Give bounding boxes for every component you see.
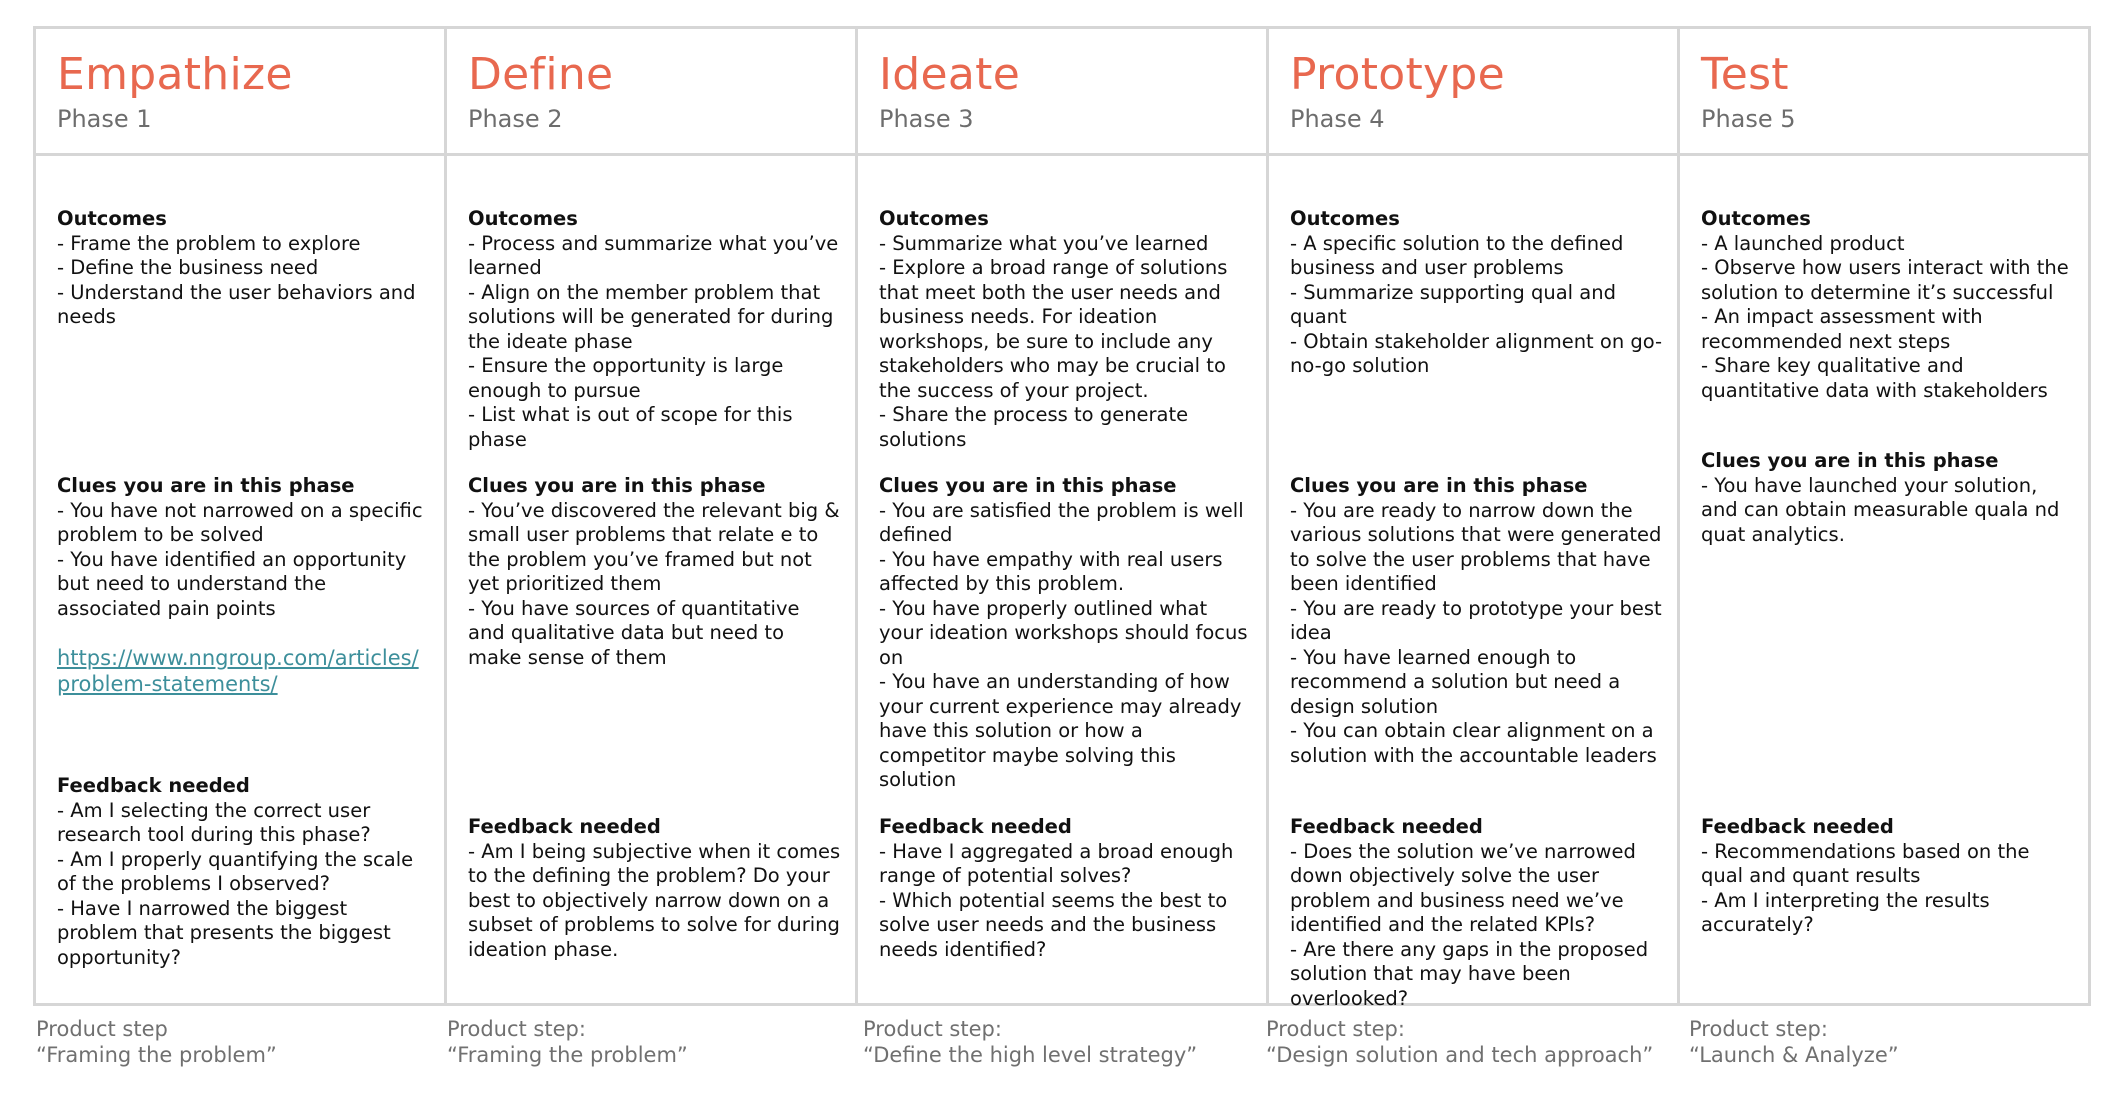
feedback-section <box>879 815 1252 962</box>
clues-section <box>57 474 430 697</box>
outcomes-section <box>1701 207 2074 403</box>
phase-header <box>858 29 1266 156</box>
feedback-section <box>57 774 430 970</box>
product-step-label: Product step <box>36 1017 168 1041</box>
feedback-item: - Have I narrowed the biggest problem that presents the biggest opportunity? <box>57 896 391 969</box>
outcome-item: - Share the process to generate solutions <box>879 403 1189 451</box>
clue-item: - You have an understanding of how your current experience may already have this solution or how a competitor maybe solving this solution <box>879 670 1242 791</box>
outcome-item: - Frame the problem to explore <box>57 231 361 255</box>
feedback-item: - Have I aggregated a broad enough range of potential solves? <box>879 839 1234 887</box>
clues-section <box>1701 449 2074 547</box>
clue-item: - You have launched your solution, and can obtain measurable quala nd quat analytics. <box>1701 473 2060 546</box>
clue-item: - You have identified an opportunity but need to understand the associated pain points <box>57 547 407 620</box>
outcome-item: - Define the business need <box>57 256 319 279</box>
clue-item: - You can obtain clear alignment on a solution with the accountable leaders <box>1290 719 1657 767</box>
phase-number: Phase 4 <box>1290 105 1385 133</box>
product-step-label: Product step: <box>447 1017 586 1041</box>
phase-title: Ideate <box>879 49 1021 100</box>
product-step-test <box>1689 1016 1899 1068</box>
phase-number: Phase 2 <box>468 105 563 133</box>
outcomes-heading: Outcomes <box>57 207 167 230</box>
product-step-value: “Framing the problem” <box>447 1043 688 1067</box>
feedback-item: - Are there any gaps in the proposed solution that may have been overlooked? <box>1290 937 1649 1010</box>
clue-item: - You have properly outlined what your ideation workshops should focus on <box>879 596 1248 669</box>
phase-column-ideate <box>858 29 1269 1003</box>
product-step-label: Product step: <box>863 1017 1002 1041</box>
feedback-section <box>1290 815 1663 1011</box>
phase-number: Phase 5 <box>1701 105 1796 133</box>
clue-item: - You are ready to narrow down the various solutions that were generated to solve the user problems that have been identified <box>1290 498 1662 595</box>
product-step-empathize <box>36 1016 277 1068</box>
clues-heading: Clues you are in this phase <box>879 474 1177 497</box>
feedback-item: - Am I interpreting the results accurately? <box>1701 888 1990 936</box>
product-step-define <box>447 1016 688 1068</box>
problem-statements-link[interactable]: https://www.nngroup.com/articles/problem-statements/ <box>57 646 419 696</box>
outcome-item: - Summarize supporting qual and quant <box>1290 280 1616 328</box>
feedback-item: - Which potential seems the best to solve user needs and the business needs identified? <box>879 888 1228 961</box>
feedback-item: - Am I selecting the correct user research tool during this phase? <box>57 798 371 846</box>
phase-title: Test <box>1701 49 1789 100</box>
clue-item: - You are satisfied the problem is well defined <box>879 498 1244 546</box>
clue-item: - You have learned enough to recommend a solution but need a design solution <box>1290 645 1621 718</box>
clue-item: - You have not narrowed on a specific problem to be solved <box>57 498 423 546</box>
feedback-heading: Feedback needed <box>468 815 661 838</box>
outcomes-heading: Outcomes <box>879 207 989 230</box>
product-step-ideate <box>863 1016 1197 1068</box>
outcome-item: - Share key qualitative and quantitative data with stakeholders <box>1701 354 2048 402</box>
feedback-section <box>1701 815 2074 938</box>
outcome-item: - A specific solution to the defined business and user problems <box>1290 231 1624 279</box>
feedback-item: - Am I properly quantifying the scale of the problems I observed? <box>57 847 414 895</box>
outcome-item: - Ensure the opportunity is large enough to pursue <box>468 354 784 402</box>
phase-number: Phase 1 <box>57 105 152 133</box>
phases-table <box>33 26 2091 1010</box>
outcome-item: - Observe how users interact with the solution to determine it’s successful <box>1701 256 2069 304</box>
outcome-item: - Process and summarize what you’ve learned <box>468 231 839 279</box>
phase-column-empathize <box>36 29 447 1003</box>
phase-header <box>1269 29 1677 156</box>
feedback-item: - Recommendations based on the qual and quant results <box>1701 839 2030 887</box>
feedback-heading: Feedback needed <box>57 774 250 797</box>
outcome-item: - Obtain stakeholder alignment on go-no-go solution <box>1290 329 1663 377</box>
product-step-value: “Launch & Analyze” <box>1689 1043 1899 1067</box>
outcomes-section <box>879 207 1252 452</box>
feedback-item: - Does the solution we’ve narrowed down objectively solve the user problem and business need we’ve identified and the related KPIs? <box>1290 839 1636 936</box>
clue-item: - You are ready to prototype your best idea <box>1290 596 1662 644</box>
phase-column-define <box>447 29 858 1003</box>
product-step-value: “Define the high level strategy” <box>863 1043 1198 1067</box>
clues-section <box>468 474 841 670</box>
feedback-section <box>468 815 841 962</box>
phase-header <box>36 29 444 156</box>
clue-item: - You’ve discovered the relevant big & small user problems that relate e to the problem you’ve framed but not yet prioritized them <box>468 498 840 595</box>
phase-number: Phase 3 <box>879 105 974 133</box>
product-step-value: “Framing the problem” <box>36 1043 277 1067</box>
outcome-item: - Align on the member problem that solutions will be generated for during the ideate phase <box>468 280 834 353</box>
outcome-item: - A launched product <box>1701 231 1905 255</box>
phase-title: Empathize <box>57 49 293 100</box>
outcomes-heading: Outcomes <box>1701 207 1811 230</box>
feedback-heading: Feedback needed <box>1701 815 1894 838</box>
phase-column-prototype <box>1269 29 1680 1010</box>
clue-item: - You have empathy with real users affected by this problem. <box>879 547 1223 595</box>
outcome-item: - An impact assessment with recommended next steps <box>1701 305 1983 353</box>
clues-heading: Clues you are in this phase <box>468 474 766 497</box>
feedback-heading: Feedback needed <box>879 815 1072 838</box>
clues-heading: Clues you are in this phase <box>1290 474 1588 497</box>
outcomes-section <box>468 207 841 452</box>
feedback-item: - Am I being subjective when it comes to the defining the problem? Do your best to objectively narrow down on a subset of problems to solve for during ideation phase. <box>468 839 841 961</box>
outcomes-section <box>1290 207 1663 379</box>
clues-heading: Clues you are in this phase <box>1701 449 1999 472</box>
product-step-label: Product step: <box>1266 1017 1405 1041</box>
phase-header <box>1680 29 2088 156</box>
product-step-value: “Design solution and tech approach” <box>1266 1043 1654 1067</box>
outcome-item: - Explore a broad range of solutions that meet both the user needs and business needs. For ideation workshops, be sure to include any stakeholders who may be crucial to the success of your project. <box>879 256 1228 402</box>
clues-section <box>879 474 1252 793</box>
clues-section <box>1290 474 1663 768</box>
feedback-heading: Feedback needed <box>1290 815 1483 838</box>
phase-title: Prototype <box>1290 49 1505 100</box>
phase-title: Define <box>468 49 614 100</box>
outcomes-heading: Outcomes <box>468 207 578 230</box>
clues-heading: Clues you are in this phase <box>57 474 355 497</box>
product-step-label: Product step: <box>1689 1017 1828 1041</box>
product-step-prototype <box>1266 1016 1653 1068</box>
outcome-item: - List what is out of scope for this phase <box>468 403 793 451</box>
phase-column-test <box>1680 29 2088 1003</box>
outcome-item: - Summarize what you’ve learned <box>879 231 1209 255</box>
outcomes-section <box>57 207 430 330</box>
clue-item: - You have sources of quantitative and qualitative data but need to make sense of them <box>468 596 800 669</box>
outcomes-heading: Outcomes <box>1290 207 1400 230</box>
outcome-item: - Understand the user behaviors and needs <box>57 280 416 328</box>
phase-header <box>447 29 855 156</box>
